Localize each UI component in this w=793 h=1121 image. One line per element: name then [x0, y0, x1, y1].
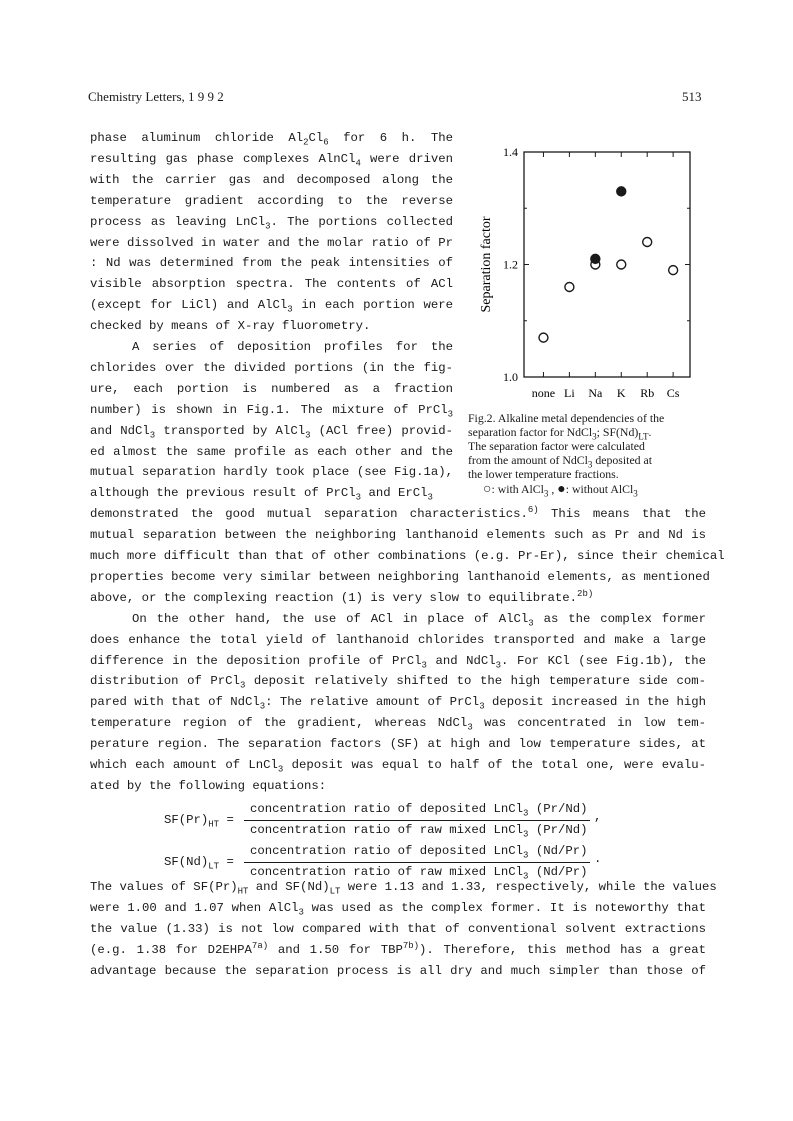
plot-frame — [524, 152, 690, 377]
equation-numerator-text: concentration ratio of deposited LnCl — [250, 844, 524, 858]
legend-open-sub: 3 — [543, 488, 549, 499]
text-line-text: was used as the complex former. It is noteworthy that — [303, 900, 706, 915]
text-line-sub: 2 — [303, 137, 309, 148]
text-line — [90, 567, 710, 588]
caption-line-text: . — [648, 425, 652, 439]
y-tick-label: 1.0 — [503, 370, 518, 384]
text-line-sub: 3 — [479, 701, 485, 712]
equation-numerator-text: concentration ratio of deposited LnCl — [250, 802, 524, 816]
text-line-text: difference in the deposition profile of PrCl — [90, 653, 422, 668]
text-line-text: demonstrated the good mutual separation characteristics. — [90, 507, 528, 522]
text-line-text: with the carrier gas and decomposed along the — [90, 172, 453, 187]
text-line-sub: 3 — [239, 680, 246, 691]
legend-filled-sub: 3 — [633, 488, 638, 499]
text-line-text: distribution of PrCl — [90, 674, 240, 689]
text-line-text: phase aluminum chloride Al — [90, 131, 304, 145]
text-line — [90, 546, 725, 567]
text-line — [90, 919, 706, 940]
caption-line — [468, 453, 708, 470]
text-line-text: and ErCl — [361, 486, 428, 501]
text-line-text: perature region. The separation factors (SF) at high and low temperature sides, at — [90, 737, 706, 752]
fraction-bar — [244, 862, 590, 863]
open-circle-marker: ○ — [483, 482, 492, 497]
legend-separator: , — [548, 482, 558, 496]
text-line-text: resulting gas phase complexes AlnCl — [90, 151, 356, 166]
text-line-text: : Nd was determined from the peak intensities of — [90, 256, 453, 271]
text-line-text: number) is shown in Fig.1. The mixture of PrCl — [90, 402, 448, 417]
text-line-sub: 3 — [149, 430, 156, 441]
open-data-point — [643, 238, 652, 247]
y-tick-label: 1.2 — [503, 257, 518, 272]
text-line-sub: 3 — [265, 221, 271, 232]
text-line-sub: 6 — [323, 137, 329, 148]
text-line — [90, 462, 453, 483]
legend-filled-label: : without AlCl — [565, 482, 634, 496]
open-data-point — [669, 266, 678, 275]
text-line-sup: 6) — [527, 505, 539, 516]
caption-line-text: ; SF(Nd) — [596, 425, 639, 439]
text-line-text: ure, each portion is numbered as a fraction — [90, 381, 453, 396]
text-line-sub: HT — [237, 886, 249, 897]
text-line-text: process as leaving LnCl — [90, 214, 266, 229]
text-line — [90, 149, 453, 170]
text-line-sub: 3 — [495, 659, 502, 670]
text-line-text: in each portion were — [292, 298, 453, 313]
text-line — [90, 483, 453, 504]
text-line-sup: 7b) — [402, 940, 420, 951]
text-line — [90, 379, 453, 400]
text-line-text: were dissolved in water and the molar ratio of Pr — [90, 235, 453, 250]
caption-line-text: The separation factor were calculated — [468, 439, 645, 453]
open-data-point — [539, 333, 548, 342]
equation-numerator-sub: 3 — [523, 850, 529, 861]
x-tick-label: Cs — [666, 386, 680, 400]
text-line-text: were driven — [360, 151, 453, 166]
text-line-text: temperature region of the gradient, whereas NdCl — [90, 716, 468, 731]
y-axis-label: Separation factor — [479, 216, 494, 313]
text-line — [90, 274, 453, 295]
text-line-text: mutual separation hardly took place (see Fig.1a), — [90, 465, 453, 480]
caption-line-text: separation factor for NdCl — [468, 425, 593, 439]
text-line-sub: 3 — [287, 304, 293, 315]
chart-svg — [470, 140, 710, 405]
text-line-sub: 3 — [277, 764, 284, 775]
text-line-sub: LT — [329, 886, 341, 897]
equation-numerator-text: (Pr/Nd) — [528, 802, 588, 816]
equation-numerator — [250, 844, 588, 861]
text-line — [90, 755, 706, 776]
text-line — [90, 212, 453, 233]
caption-line-sub: LT — [638, 431, 649, 442]
text-line — [90, 316, 453, 337]
text-line — [90, 421, 453, 442]
text-line-text: the value (1.33) is not low compared with that of conventional solvent extractions — [90, 921, 706, 936]
text-line — [90, 504, 706, 525]
caption-line — [468, 411, 708, 425]
equation-denominator-text: concentration ratio of raw mixed LnCl — [250, 865, 524, 879]
caption-line-sub: 3 — [587, 459, 593, 470]
text-line — [90, 400, 453, 421]
text-line — [90, 776, 706, 797]
x-tick-label: Li — [564, 386, 575, 400]
equation-denominator-text: concentration ratio of raw mixed LnCl — [250, 823, 524, 837]
text-line — [90, 692, 706, 713]
filled-circle-marker: ● — [557, 482, 566, 497]
text-line-text: much more difficult than that of other combinations (e.g. Pr-Er), since their chemical — [90, 549, 725, 563]
text-line — [90, 734, 706, 755]
text-line — [90, 337, 453, 358]
text-line-sub: 3 — [427, 492, 433, 503]
text-line — [90, 128, 453, 149]
text-line-sup: 2b) — [577, 588, 594, 599]
text-line-text: . The portions collected — [270, 214, 453, 229]
text-line-text: and NdCl — [426, 653, 496, 668]
text-line-text: ated by the following equations: — [90, 778, 327, 793]
text-line-text: The values of SF(Pr) — [90, 880, 238, 894]
text-line-text: deposit increased in the high — [484, 695, 706, 710]
text-line — [90, 651, 706, 672]
text-line-text: deposit relatively shifted to the high temperature side com- — [245, 674, 707, 689]
equation-numerator — [250, 802, 588, 819]
text-line-sub: 3 — [467, 722, 473, 733]
text-line-text: A series of deposition profiles for the — [132, 340, 453, 354]
text-line-text: ed almost the same profile as each other and the — [90, 444, 453, 459]
text-line — [90, 358, 453, 379]
text-line-text: which each amount of LnCl — [90, 758, 278, 772]
text-line-text: and NdCl — [90, 423, 150, 438]
filled-data-point — [617, 187, 626, 196]
text-line-text: were 1.00 and 1.07 when AlCl — [90, 900, 299, 915]
equation-lhs — [164, 855, 234, 872]
text-line-text: as the complex former — [533, 611, 706, 626]
text-line-text: advantage because the separation process is all dry and much simpler than those of — [90, 963, 706, 978]
text-line-text: and 1.50 for TBP — [268, 942, 403, 957]
equation-numerator-sub: 3 — [523, 808, 529, 819]
text-line-sub: 3 — [298, 907, 304, 918]
equation-denominator-sub: 3 — [523, 829, 529, 840]
text-line — [90, 170, 453, 191]
text-line — [90, 940, 706, 961]
legend-line — [483, 482, 723, 497]
text-line-text: were 1.13 and 1.33, respectively, while the values — [340, 880, 717, 894]
caption-line-text: from the amount of NdCl — [468, 453, 588, 467]
text-line-text: transported by AlCl — [155, 423, 306, 438]
x-tick-label: K — [616, 386, 626, 400]
equation-lhs-text: SF(Nd) — [164, 855, 209, 869]
text-line-text: for 6 h. The — [328, 131, 453, 145]
text-line — [90, 233, 453, 254]
caption-line-text: deposited at — [592, 453, 653, 467]
text-line-text: temperature gradient according to the reverse — [90, 193, 453, 208]
text-line-text: (except for LiCl) and AlCl — [90, 298, 288, 313]
text-line-text: ). Therefore, this method has a great — [419, 942, 706, 957]
equation-denominator-sub: 3 — [523, 871, 529, 882]
text-line-text: (e.g. 1.38 for D2EHPA — [90, 942, 252, 957]
text-line-sup: 7a) — [251, 940, 269, 951]
caption-line — [468, 425, 708, 442]
text-line-sub: 3 — [259, 701, 266, 712]
fraction-bar — [244, 820, 590, 821]
text-line — [90, 713, 706, 734]
open-data-point — [565, 283, 574, 292]
equation-denominator-text: (Pr/Nd) — [528, 823, 588, 837]
x-tick-label: Na — [588, 386, 603, 400]
equation-numerator-text: (Nd/Pr) — [528, 844, 588, 858]
text-line — [90, 630, 706, 651]
open-data-point — [617, 260, 626, 269]
text-line-text: properties become very similar between neighboring lanthanoid elements, as mentioned — [90, 569, 710, 584]
equation-lhs-sub: HT — [208, 819, 220, 830]
text-line-text: Cl — [308, 131, 324, 145]
y-tick-label: 1.4 — [503, 145, 518, 159]
text-line-text: was concentrated in low tem- — [472, 716, 706, 731]
caption-line-sub: 3 — [592, 431, 597, 442]
text-line-text: although the previous result of PrCl — [90, 486, 356, 501]
equation-lhs-sub: LT — [208, 861, 220, 872]
x-tick-label: Rb — [640, 386, 655, 400]
equation-denominator-text: (Nd/Pr) — [528, 865, 588, 879]
text-line-text: checked by means of X-ray fluorometry. — [90, 319, 371, 334]
text-line-text: above, or the complexing reaction (1) is very slow to equilibrate. — [90, 590, 578, 605]
text-line — [90, 898, 706, 919]
text-line-text: does enhance the total yield of lanthanoid chlorides transported and make a large — [90, 632, 706, 647]
text-line — [90, 525, 706, 546]
text-line-text: . For KCl (see Fig.1b), the — [501, 653, 706, 668]
equation-denominator — [250, 823, 588, 840]
text-line — [90, 671, 706, 692]
text-line-text: On the other hand, the use of ACl in place of AlCl — [132, 611, 529, 626]
text-line-text: : The relative amount of PrCl — [265, 695, 480, 710]
equation-punctuation: , — [594, 810, 602, 824]
caption-line — [468, 439, 708, 453]
text-line — [90, 442, 453, 463]
text-line-sub: 3 — [528, 618, 534, 629]
text-line-text: (ACl free) provid- — [310, 423, 453, 438]
figure-2-chart — [470, 140, 710, 405]
text-line — [90, 253, 453, 274]
equation-punctuation: . — [594, 852, 602, 866]
text-line — [90, 191, 453, 212]
x-tick-label: none — [531, 386, 556, 400]
page-number: 513 — [682, 89, 702, 104]
text-line-text: deposit was equal to half of the total one, were evalu- — [283, 758, 707, 772]
text-line — [90, 961, 706, 982]
text-line — [90, 609, 706, 630]
text-line — [90, 295, 453, 316]
text-line — [90, 588, 706, 609]
text-line-text: pared with that of NdCl — [90, 695, 260, 710]
text-line-text: visible absorption spectra. The contents of ACl — [90, 277, 453, 292]
caption-line-text: the lower temperature fractions. — [468, 467, 619, 481]
equation-lhs-text: = — [219, 855, 234, 869]
text-line-sub: 3 — [355, 492, 362, 503]
text-line-sub: 3 — [447, 409, 453, 420]
text-line-text: and SF(Nd) — [248, 880, 330, 894]
equation-lhs — [164, 813, 234, 830]
text-line-sub: 4 — [355, 158, 361, 169]
equation-lhs-text: SF(Pr) — [164, 813, 209, 827]
text-line-text: This means that the — [538, 507, 706, 522]
equation-lhs-text: = — [219, 813, 234, 827]
filled-data-point — [591, 254, 600, 263]
text-line-sub: 3 — [305, 430, 311, 441]
text-line — [90, 877, 717, 898]
text-line-text: mutual separation between the neighboring lanthanoid elements such as Pr and Nd is — [90, 528, 706, 543]
text-line-text: chlorides over the divided portions (in the fig- — [90, 360, 453, 375]
caption-line-text: Fig.2. Alkaline metal dependencies of the — [468, 411, 665, 425]
caption-line — [468, 467, 708, 481]
text-line-sub: 3 — [421, 659, 427, 670]
journal-header: Chemistry Letters, 1 9 9 2 — [88, 89, 224, 104]
legend-open-label: : with AlCl — [491, 482, 544, 496]
